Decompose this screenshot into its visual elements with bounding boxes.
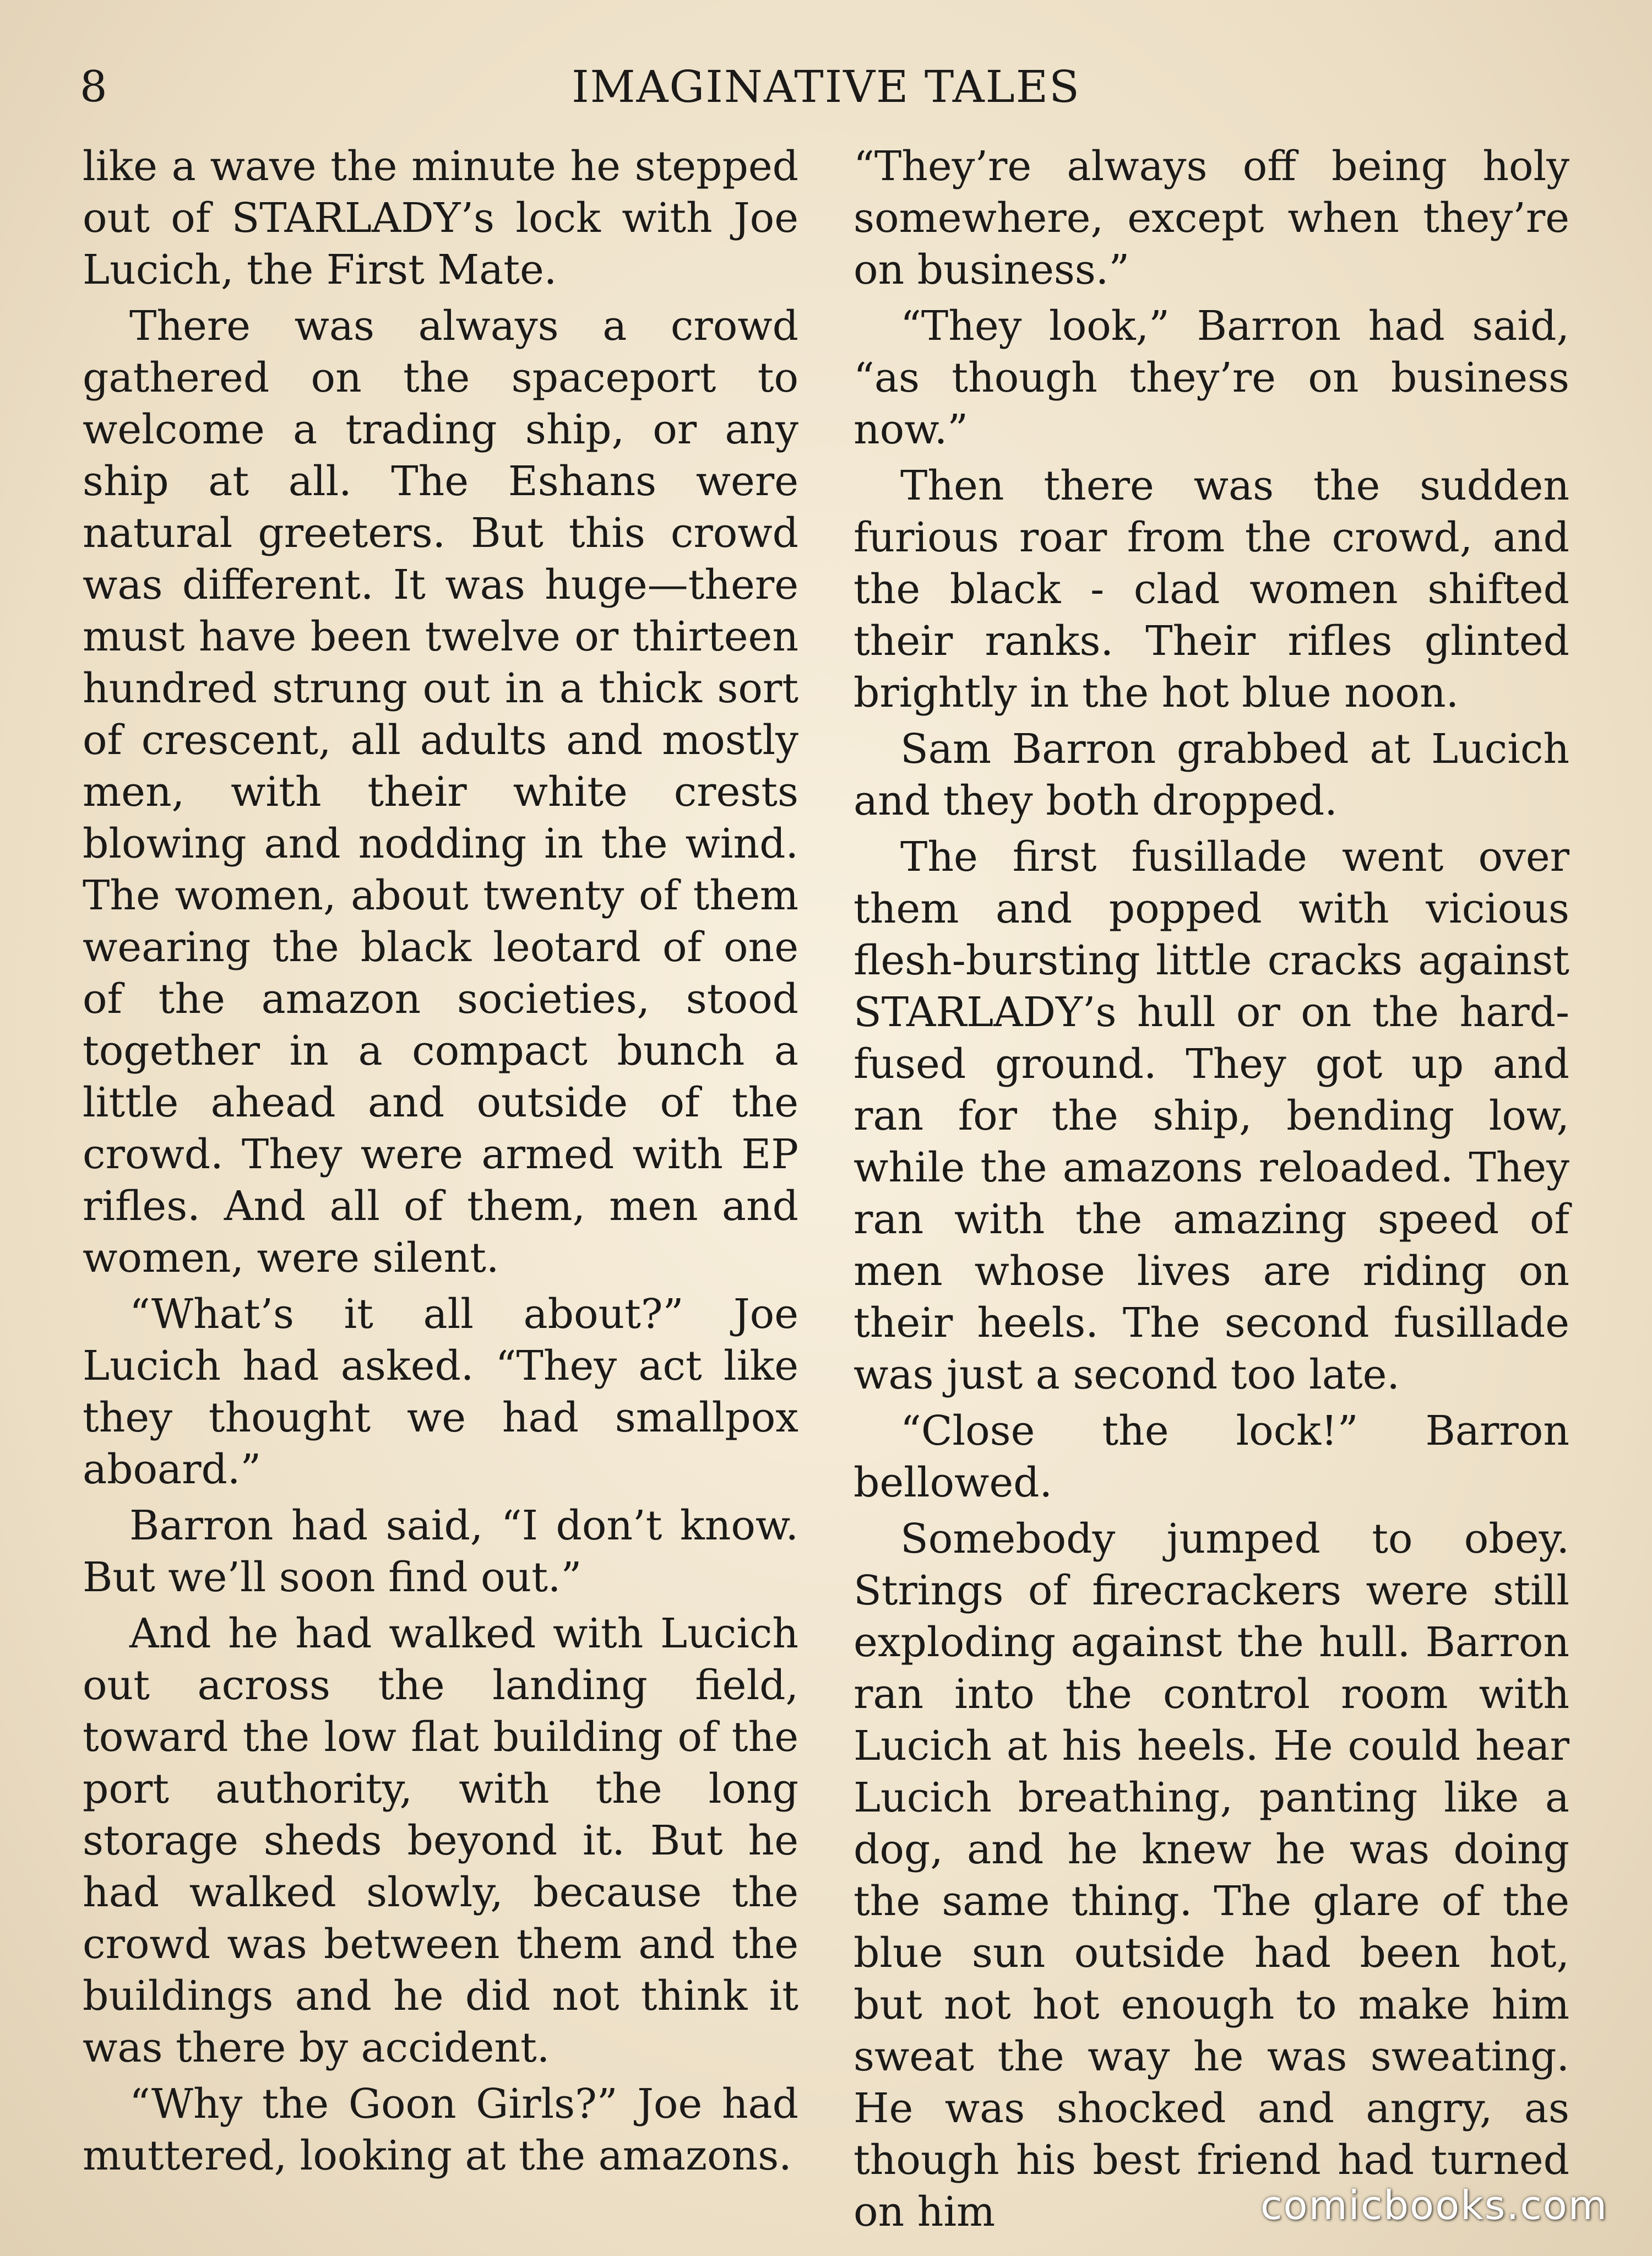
left-column: [83, 140, 798, 2186]
paragraph: Barron had said, “I don’t know. But we’ll soon find out.”: [83, 1502, 798, 1601]
paragraph: “What’s it all about?” Joe Lucich had asked. “They act like they thought we had smallpox aboard.”: [83, 1290, 798, 1493]
paragraph: “Why the Goon Girls?” Joe had muttered, looking at the amazons.: [83, 2080, 798, 2179]
paragraph: “They look,” Barron had said, “as though they’re on business now.”: [854, 302, 1569, 453]
paragraph: like a wave the minute he stepped out of STARLADY’s lock with Joe Lucich, the First Mate.: [83, 143, 798, 294]
paragraph: There was always a crowd gathered on the spaceport to welcome a trading ship, or any ship at all. The Eshans were natural greeters. But this crowd was different. It was huge—there must have been twelve or thirteen hundred strung out in a thick sort of crescent, all adults and mostly men, with their white crests blowing and nodding in the wind. The women, about twenty of them wearing the black leotard of one of the amazon societies, stood together in a compact bunch a little ahead and outside of the crowd. They were armed with EP rifles. And all of them, men and women, were silent.: [83, 302, 798, 1282]
paragraph: Sam Barron grabbed at Lucich and they both dropped.: [854, 725, 1569, 825]
paragraph: “Close the lock!” Barron bellowed.: [854, 1407, 1569, 1506]
paragraph: And he had walked with Lucich out across the landing field, toward the low flat building of the port authority, with the long storage sheds beyond it. But he had walked slowly, because the crowd was between them and the buildings and he did not think it was there by accident.: [83, 1610, 798, 2071]
paragraph: “They’re always off being holy somewhere, except when they’re on business.”: [854, 143, 1569, 294]
paragraph: Then there was the sudden furious roar from the crowd, and the black - clad women shifted their ranks. Their rifles glinted brightly in the hot blue noon.: [854, 462, 1569, 717]
page-number: 8: [80, 62, 107, 112]
paragraph: Somebody jumped to obey. Strings of firecrackers were still exploding against the hull. Barron ran into the control room with Lucich at his heels. He could hear Lucich breathing, panting like a dog, and he knew he was doing the same thing. The glare of the blue sun outside had been hot, but not hot enough to make him sweat the way he was sweating. He was shocked and angry, as though his best friend had turned on him: [854, 1515, 1569, 2236]
paragraph: The first fusillade went over them and popped with vicious flesh-bursting little cracks against STARLADY’s hull or on the hard-fused ground. They got up and ran for the ship, bending low, while the amazons reloaded. They ran with the amazing speed of men whose lives are riding on their heels. The second fusillade was just a second too late.: [854, 833, 1569, 1398]
page-header: [0, 55, 1652, 121]
right-column: [854, 140, 1569, 2242]
running-head: IMAGINATIVE TALES: [572, 61, 1080, 112]
watermark: comicbooks.com: [1260, 2182, 1608, 2228]
